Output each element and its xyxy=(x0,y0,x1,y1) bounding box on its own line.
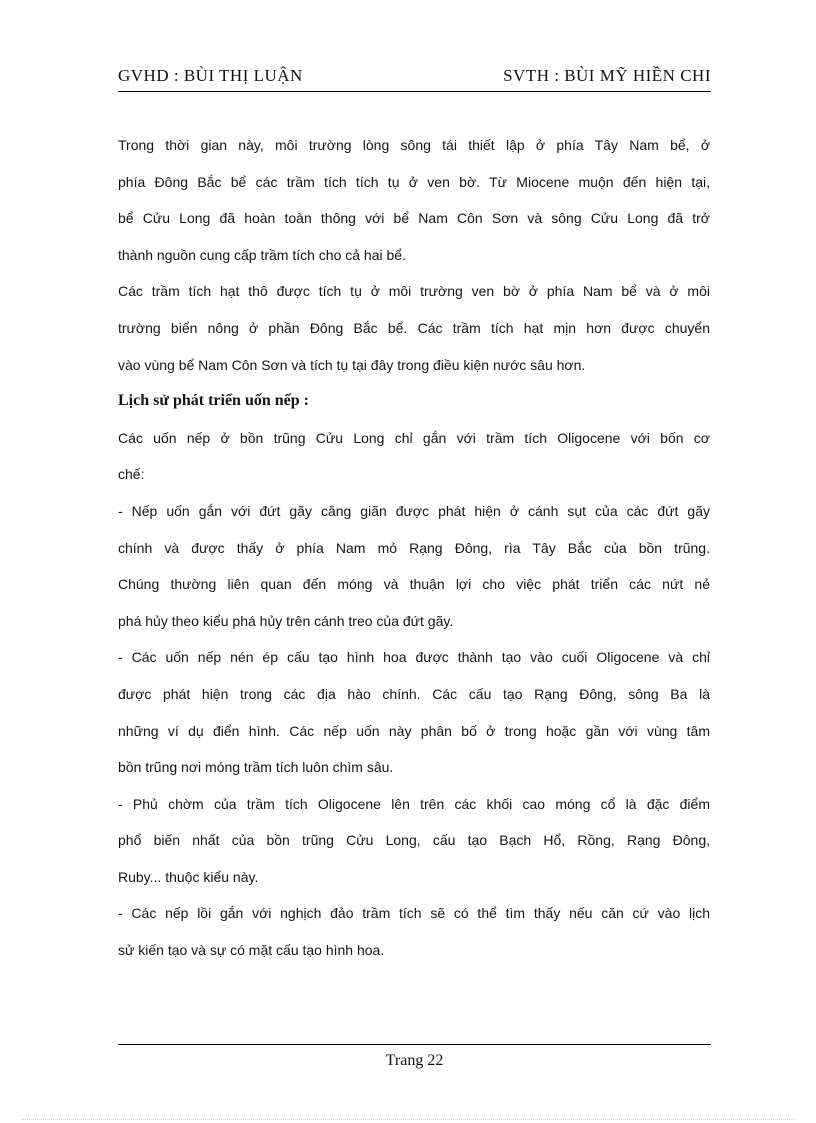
section-heading: Lịch sử phát triển uốn nếp : xyxy=(118,392,309,410)
footer-divider xyxy=(118,1044,711,1045)
bullet-1 xyxy=(118,493,710,639)
text-line: trường biển nông ở phần Đông Bắc bể. Các trầm tích hạt mịn hơn được chuyển xyxy=(118,319,710,336)
text-line: - Các nếp lồi gắn với nghịch đảo trầm tích sẽ có thể tìm thấy nếu căn cứ vào lịch xyxy=(118,905,710,922)
text-line: sử kiến tạo và sự có mặt cấu tạo hình hoa. xyxy=(118,942,385,959)
text-line: Các trầm tích hạt thô được tích tụ ở môi trường ven bờ ở phía Nam bể và ở môi xyxy=(118,283,710,300)
text-line: Các uốn nếp ở bồn trũng Cửu Long chỉ gắn với trầm tích Oligocene với bốn cơ xyxy=(118,429,710,446)
page-number: Trang 22 xyxy=(385,1052,444,1069)
bullet-2 xyxy=(118,639,710,785)
text-line: phổ biến nhất của bồn trũng Cửu Long, cấu tạo Bạch Hổ, Rồng, Rạng Đông, xyxy=(118,832,710,849)
document-body xyxy=(118,127,710,969)
text-line: được phát hiện trong các địa hào chính. Các cấu tạo Rạng Đông, sông Ba là xyxy=(118,685,710,702)
bullet-4 xyxy=(118,895,710,968)
text-line: - Các uốn nếp nén ép cấu tạo hình hoa được thành tạo vào cuối Oligocene và chỉ xyxy=(118,649,710,666)
text-line: chế: xyxy=(118,466,145,483)
text-line: những ví dụ điển hình. Các nếp uốn này phân bố ở trong hoặc gần với vùng tâm xyxy=(118,722,710,739)
text-line: bồn trũng nơi móng trầm tích luôn chìm sâu. xyxy=(118,759,394,776)
text-line: - Nếp uốn gắn với đứt gãy căng giãn được phát hiện ở cánh sụt của các đứt gãy xyxy=(118,502,710,519)
text-line: thành nguồn cung cấp trầm tích cho cả hai bể. xyxy=(118,246,406,263)
page-header xyxy=(118,64,711,92)
text-line: - Phủ chờm của trầm tích Oligocene lên trên các khối cao móng cổ là đặc điểm xyxy=(118,795,710,812)
text-line: phá hủy theo kiểu phá hủy trên cánh treo của đứt gãy. xyxy=(118,612,454,629)
text-line: Ruby... thuộc kiểu này. xyxy=(118,868,259,885)
paragraph-1 xyxy=(118,127,710,273)
text-line: Chúng thường liên quan đến móng và thuận lợi cho việc phát triển các nứt nẻ xyxy=(118,576,710,593)
paragraph-2 xyxy=(118,273,710,383)
text-line: phía Đông Bắc bể các trầm tích tích tụ ở ven bờ. Từ Miocene muộn đến hiện tại, xyxy=(118,173,710,190)
text-line: chính và được thấy ở phía Nam mỏ Rạng Đông, rìa Tây Bắc của bồn trũng. xyxy=(118,539,710,556)
bullet-3 xyxy=(118,786,710,896)
page-edge-divider xyxy=(22,1119,794,1120)
text-line: Trong thời gian này, môi trường lòng sông tái thiết lập ở phía Tây Nam bể, ở xyxy=(118,137,710,153)
text-line: bể Cửu Long đã hoàn toàn thông với bể Nam Côn Sơn và sông Cửu Long đã trở xyxy=(118,210,710,227)
text-line: vào vùng bể Nam Côn Sơn và tích tụ tại đây trong điều kiện nước sâu hơn. xyxy=(118,356,586,373)
header-student: SVTH : BÙI MỸ HIỀN CHI xyxy=(503,66,711,85)
header-supervisor: GVHD : BÙI THỊ LUẬN xyxy=(118,66,303,85)
paragraph-3 xyxy=(118,420,710,493)
